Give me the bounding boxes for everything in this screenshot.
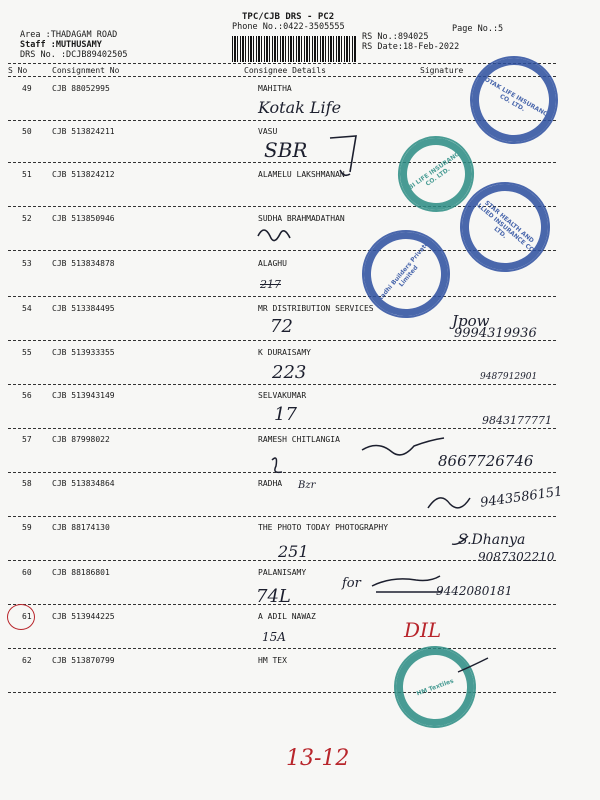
handwritten-note: 74L [256, 586, 291, 607]
consignee-name: PALANISAMY [258, 568, 307, 577]
consignment-number: CJB 513824211 [52, 127, 115, 136]
consignee-name: VASU [258, 127, 278, 136]
row-number: 52 [22, 214, 32, 223]
handwritten-phone: 9843177771 [482, 414, 552, 427]
row-number: 49 [22, 84, 32, 93]
staff-label: Staff :MUTHUSAMY [20, 40, 102, 50]
rs-date: RS Date:18-Feb-2022 [362, 42, 460, 52]
handwritten-signature: S.Dhanya [458, 532, 526, 548]
consignee-name: RAMESH CHITLANGIA [258, 435, 340, 444]
handwritten-signature: Bzr [298, 480, 316, 491]
consignee-name: A ADIL NAWAZ [258, 612, 316, 621]
consignment-number: CJB 513384495 [52, 304, 115, 313]
handwritten-phone: 9487912901 [480, 372, 538, 382]
consignee-name: SUDHA BRAHMADATHAN [258, 214, 345, 223]
phone-number: Phone No.:0422-3505555 [232, 22, 345, 32]
consignee-name: RADHA [258, 479, 283, 488]
col-consignee: Consignee Details [244, 66, 326, 75]
rs-number: RS No.:894025 [362, 32, 429, 42]
handwritten-note: 15A [262, 630, 286, 644]
row-number: 61 [22, 612, 32, 621]
consignment-number: CJB 88052995 [52, 84, 110, 93]
company-stamp: Aadhi Builders Private Limited [344, 212, 468, 336]
handwritten-note: 72 [270, 316, 293, 337]
row-number: 57 [22, 435, 32, 444]
handwritten-signature: Jpow [452, 312, 490, 330]
consignment-number: CJB 88174130 [52, 523, 110, 532]
consignee-name: ALAGHU [258, 259, 287, 268]
company-stamp: KOTAK LIFE INSURANCE CO. LTD. [454, 40, 574, 160]
area-label: Area :THADAGAM ROAD [20, 30, 118, 40]
handwritten-signature: for [342, 576, 361, 591]
handwritten-note: 217 [260, 278, 281, 291]
consignment-number: CJB 513933355 [52, 348, 115, 357]
consignee-name: THE PHOTO TODAY PHOTOGRAPHY [258, 523, 389, 532]
col-consignment: Consignment No [52, 66, 120, 75]
handwritten-phone: 9087302210 [478, 550, 555, 564]
row-number: 55 [22, 348, 32, 357]
consignment-number: CJB 513824212 [52, 170, 115, 179]
consignment-number: CJB 513834878 [52, 259, 115, 268]
handwritten-note: 223 [272, 362, 307, 383]
consignment-number: CJB 513943149 [52, 391, 115, 400]
row-number: 51 [22, 170, 32, 179]
col-sno: S No [8, 66, 28, 75]
red-handwritten-note: DIL [404, 618, 442, 642]
handwritten-phone: 9443586151 [479, 484, 564, 511]
handwritten-note: 17 [274, 404, 297, 425]
handwritten-phone: 8667726746 [438, 452, 534, 470]
consignee-name: MR DISTRIBUTION SERVICES [258, 304, 374, 313]
handwritten-signature: SBR [264, 138, 308, 162]
consignment-number: CJB 513870799 [52, 656, 115, 665]
company-stamp: SBI LIFE INSURANCE CO. LTD. [383, 121, 489, 227]
handwritten-note: 251 [278, 542, 309, 561]
row-number: 56 [22, 391, 32, 400]
page-number: Page No.:5 [452, 24, 504, 34]
row-number: 59 [22, 523, 32, 532]
consignment-number: CJB 87998022 [52, 435, 110, 444]
red-handwritten-date: 13-12 [286, 746, 350, 771]
row-number: 53 [22, 259, 32, 268]
consignment-number: CJB 513834864 [52, 479, 115, 488]
row-number: 62 [22, 656, 32, 665]
row-number: 50 [22, 127, 32, 136]
handwritten-phone: 9442080181 [436, 584, 513, 598]
drs-number: DRS No. :DCJB89402505 [20, 50, 128, 60]
company-stamp: HM Textiles [382, 634, 487, 739]
row-number: 58 [22, 479, 32, 488]
handwritten-phone: 9994319936 [454, 326, 537, 341]
consignee-name: SELVAKUMAR [258, 391, 307, 400]
consignment-number: CJB 513850946 [52, 214, 115, 223]
handwritten-signature: Kotak Life [258, 98, 342, 117]
consignment-number: CJB 88186801 [52, 568, 110, 577]
consignee-name: MAHITHA [258, 84, 292, 93]
consignee-name: HM TEX [258, 656, 287, 665]
row-number: 60 [22, 568, 32, 577]
row-number: 54 [22, 304, 32, 313]
document-title: TPC/CJB DRS - PC2 [242, 12, 335, 22]
consignee-name: K DURAISAMY [258, 348, 311, 357]
company-stamp: STAR HEALTH AND ALLIED INSURANCE CO. LTD. [442, 164, 569, 291]
consignment-number: CJB 513944225 [52, 612, 115, 621]
consignee-name: ALAMELU LAKSHMANAN [258, 170, 345, 179]
col-signature: Signature [420, 66, 464, 75]
